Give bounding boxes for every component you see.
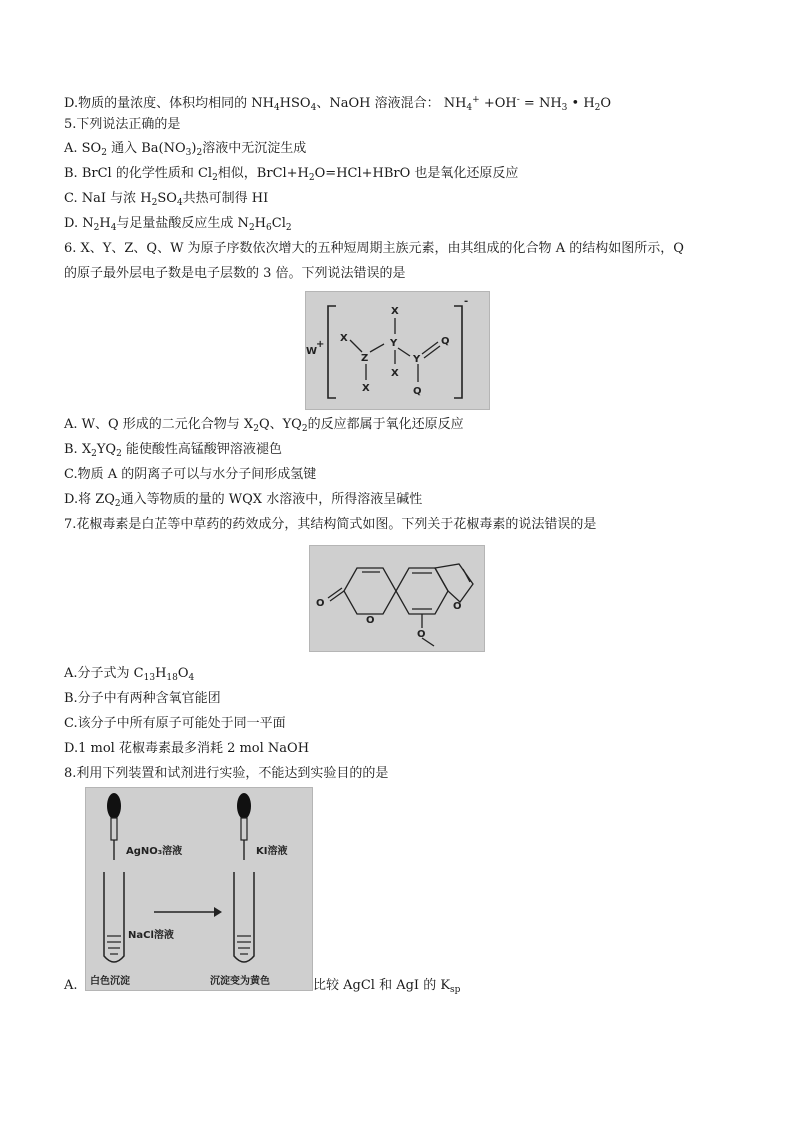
ring-oxygen: O — [366, 615, 375, 626]
w-charge: + — [316, 339, 325, 350]
q7-option-c: C.该分子中所有原子可能处于同一平面 — [64, 716, 286, 731]
q5-option-a: A. $SO_2$ 通入 $Ba(NO_3)_2$溶液中无沉淀生成 — [64, 141, 307, 158]
anion-charge: - — [464, 296, 469, 307]
ring-bonds — [328, 564, 473, 646]
q8-stem: 8.利用下列装置和试剂进行实验，不能达到实验目的的是 — [64, 766, 389, 781]
left-bracket — [328, 306, 336, 398]
q6-stem-line1: 6. X、Y、Z、Q、W 为原子序数依次增大的五种短周期主族元素，由其组成的化合物 A 的结构如图所示，Q — [64, 241, 684, 256]
yellow-precipitate-label: 沉淀变为黄色 — [210, 976, 270, 987]
right-bracket — [454, 306, 462, 398]
methoxy-oxygen: O — [417, 629, 426, 640]
left-dropper — [107, 793, 121, 860]
q5-option-b: B. BrCl 的化学性质和 $Cl_2$相似，$BrCl+H_2O=HCl+HBrO$ 也是氧化还原反应 — [64, 166, 519, 183]
y-atom-right: Y — [413, 354, 421, 365]
x-atom-top: X — [391, 306, 399, 317]
white-precipitate-label: 白色沉淀 — [90, 976, 130, 987]
q7-option-a: A.分子式为 $C_{13}H_{18}O_4$ — [64, 666, 195, 683]
q7-stem: 7.花椒毒素是白芷等中草药的药效成分，其结构简式如图。下列关于花椒毒素的说法错误的是 — [64, 517, 597, 532]
furan-oxygen: O — [453, 601, 462, 612]
q7-option-d: D.1 mol 花椒毒素最多消耗 2 mol NaOH — [64, 741, 310, 756]
q6-option-c: C.物质 A 的阴离子可以与水分子间形成氢键 — [64, 467, 317, 482]
right-test-tube — [234, 872, 254, 962]
x-atom-left: X — [340, 333, 348, 344]
q6-structure-figure — [305, 291, 490, 410]
q5-option-d: D. $N_2H_4$与足量盐酸反应生成 $N_2H_6Cl_2$ — [64, 216, 292, 233]
q8-option-a-text: 比较 AgCl 和 AgI 的 $K_{sp}$ — [313, 978, 461, 995]
q8-apparatus-svg — [86, 788, 312, 990]
nacl-label: NaCl溶液 — [128, 930, 174, 941]
left-test-tube — [104, 872, 124, 962]
q-atom-top: Q — [441, 336, 450, 347]
q8-option-a-label: A. — [64, 978, 78, 993]
carbonyl-oxygen: O — [316, 598, 325, 609]
x-atom-lower: X — [391, 368, 399, 379]
q6-stem-line2: 的原子最外层电子数是电子层数的 3 倍。下列说法错误的是 — [64, 266, 406, 281]
q4-option-d: D.物质的量浓度、体积均相同的 $NH_4HSO_4$、NaOH 溶液混合： $NH_4^+ +OH^- = NH_3$ • $H_2O$ — [64, 95, 612, 113]
z-atom: Z — [361, 353, 369, 364]
q7-option-b: B.分子中有两种含氧官能团 — [64, 691, 221, 706]
arrow — [154, 907, 222, 917]
agno3-label: AgNO₃溶液 — [126, 846, 183, 857]
q6-option-a: A. W、Q 形成的二元化合物与 $X_2Q$、$YQ_2$的反应都属于氧化还原反应 — [64, 417, 464, 434]
w-atom: W — [306, 346, 318, 357]
q5-option-c: C. NaI 与浓 $H_2SO_4$共热可制得 HI — [64, 191, 269, 208]
q8-apparatus-figure — [85, 787, 313, 991]
q7-structure-figure — [309, 545, 485, 652]
q6-option-d: D.将 $ZQ_2$通入等物质的量的 WQX 水溶液中，所得溶液呈碱性 — [64, 492, 423, 509]
x-atom-bottom: X — [362, 383, 370, 394]
q7-structure-svg — [310, 546, 484, 651]
q6-option-b: B. $X_2YQ_2$ 能使酸性高锰酸钾溶液褪色 — [64, 442, 282, 459]
right-dropper — [237, 793, 251, 860]
ki-label: KI溶液 — [256, 846, 288, 857]
q5-stem: 5.下列说法正确的是 — [64, 117, 181, 132]
y-atom-center: Y — [390, 338, 398, 349]
q-atom-bottom: Q — [413, 386, 422, 397]
q6-structure-svg — [306, 292, 489, 409]
